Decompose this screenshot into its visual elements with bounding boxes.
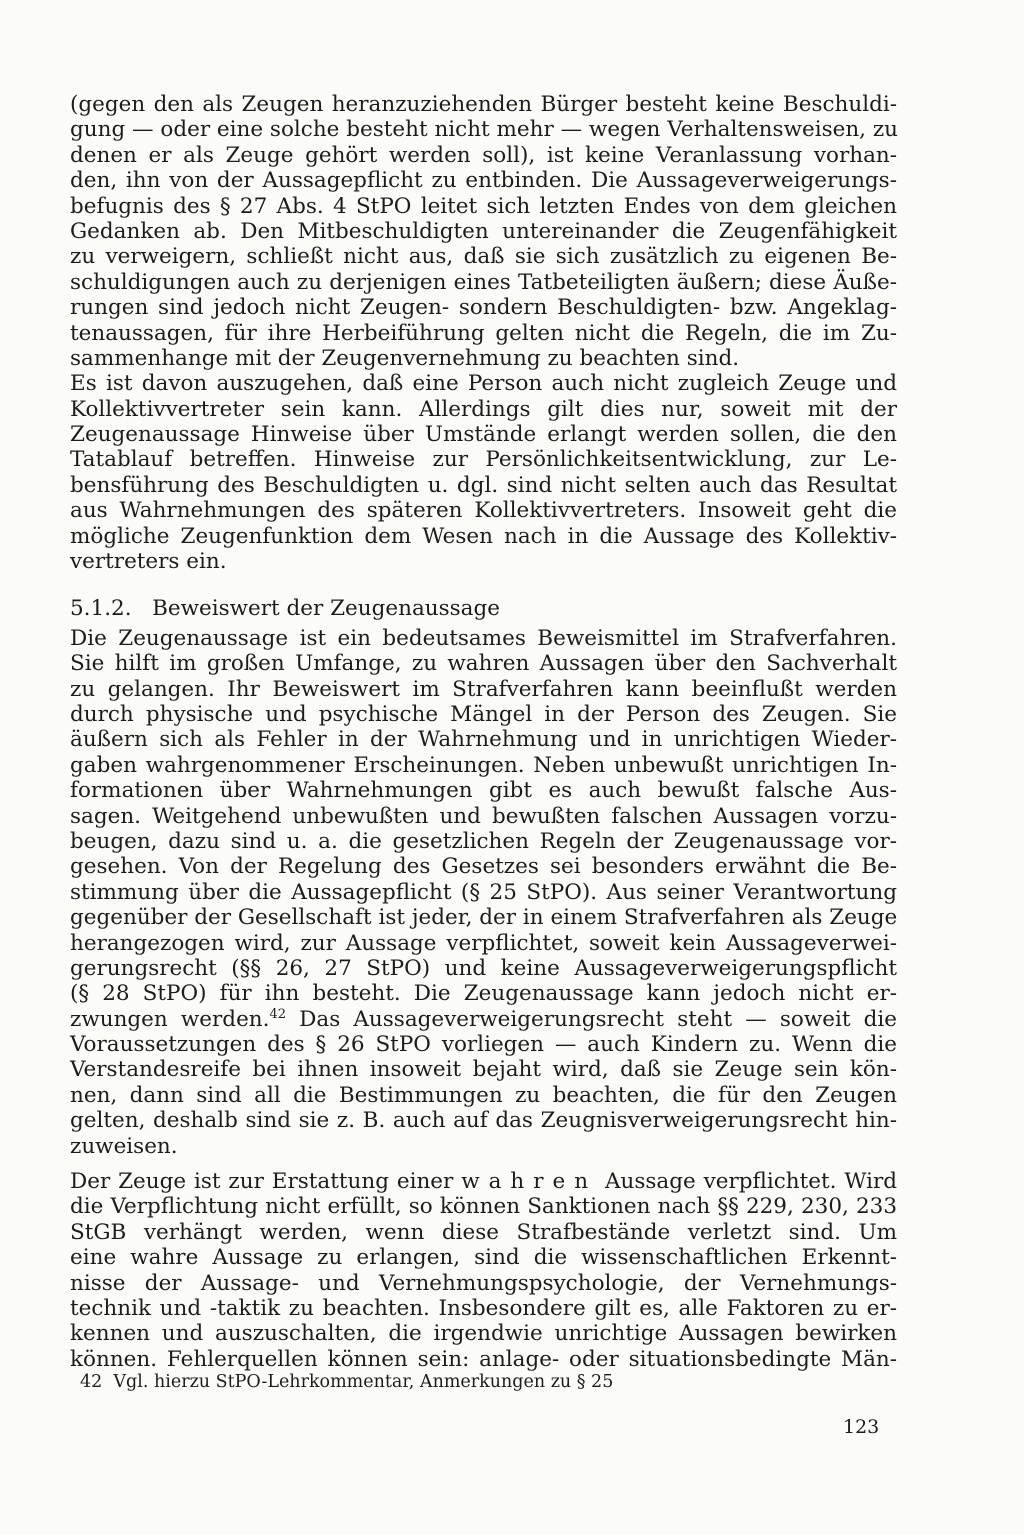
text-line: beugen, dazu sind u. a. die gesetzlichen Regeln der Zeugenaussage vor-	[70, 828, 897, 854]
text-line: zuweisen.	[70, 1133, 178, 1159]
text-line: äußern sich als Fehler in der Wahrnehmung und in unrichtigen Wieder-	[70, 727, 897, 753]
page-number: 123	[843, 1416, 880, 1438]
text-line: formationen über Wahrnehmungen gibt es auch bewußt falsche Aus-	[70, 778, 897, 804]
text-line: stimmung über die Aussagepflicht (§ 25 StPO). Aus seiner Verantwortung	[70, 879, 897, 905]
text-line: durch physische und psychische Mängel in der Person des Zeugen. Sie	[70, 701, 897, 727]
text-line: bensführung des Beschuldigten u. dgl. sind nicht selten auch das Resultat	[70, 472, 897, 498]
spaced-emphasis: wahren	[461, 1169, 598, 1195]
text-line: herangezogen wird, zur Aussage verpflichtet, soweit kein Aussageverwei-	[70, 930, 897, 956]
text-line-with-emphasis	[70, 1169, 897, 1194]
text-line: (gegen den als Zeugen heranzuziehenden Bürger besteht keine Beschuldi-	[70, 92, 897, 117]
paragraph-3	[70, 626, 897, 1159]
text-line: mögliche Zeugenfunktion dem Wesen nach in die Aussage des Kollektiv-	[70, 523, 897, 549]
paragraph-4	[70, 1169, 897, 1372]
text-line: technik und -taktik zu beachten. Insbesondere gilt es, alle Faktoren zu er-	[70, 1295, 897, 1321]
text-line: kennen und auszuschalten, die irgendwie unrichtige Aussagen bewirken	[70, 1321, 897, 1347]
text-fragment: Das Aussageverweigerungsrecht steht — soweit die	[286, 1006, 897, 1032]
text-line: gegenüber der Gesellschaft ist jeder, der in einem Strafverfahren als Zeuge	[70, 905, 898, 931]
text-line: gelten, deshalb sind sie z. B. auch auf das Zeugnisverweigerungsrecht hin-	[70, 1108, 897, 1134]
text-line: Zeugenaussage Hinweise über Umstände erlangt werden sollen, die den	[70, 422, 897, 448]
text-line: nisse der Aussage- und Vernehmungspsychologie, der Vernehmungs-	[70, 1270, 897, 1296]
text-line: Sie hilft im großen Umfange, zu wahren Aussagen über den Sachverhalt	[70, 651, 897, 677]
text-line: StGB verhängt werden, wenn diese Strafbestände verletzt sind. Um	[70, 1219, 897, 1245]
footnote-number: 42	[80, 1372, 103, 1392]
text-line: die Verpflichtung nicht erfüllt, so können Sanktionen nach §§ 229, 230, 233	[70, 1194, 897, 1220]
text-line-with-footnote	[70, 1007, 897, 1032]
text-line: aus Wahrnehmungen des späteren Kollektivvertreters. Insoweit geht die	[70, 498, 897, 524]
text-line: Voraussetzungen des § 26 StPO vorliegen — auch Kindern zu. Wenn die	[70, 1032, 897, 1058]
text-line: denen er als Zeuge gehört werden soll), ist keine Veranlassung vorhan-	[70, 142, 897, 168]
text-line: (§ 28 StPO) für ihn besteht. Die Zeugenaussage kann jedoch nicht er-	[70, 981, 897, 1007]
section-title: Beweiswert der Zeugenaussage	[152, 596, 500, 622]
text-line: sammenhange mit der Zeugenvernehmung zu beachten sind.	[70, 345, 740, 371]
text-line: Gedanken ab. Den Mitbeschuldigten untereinander die Zeugenfähigkeit	[70, 218, 897, 244]
text-line: nen, dann sind all die Bestimmungen zu beachten, die für den Zeugen	[70, 1082, 897, 1108]
text-fragment: Aussage verpflichtet. Wird	[597, 1169, 897, 1195]
text-line: gerungsrecht (§§ 26, 27 StPO) und keine Aussageverweigerungspflicht	[70, 955, 897, 981]
text-line: vertreters ein.	[70, 549, 227, 575]
text-line: zu gelangen. Ihr Beweiswert im Strafverfahren kann beeinflußt werden	[70, 676, 897, 702]
text-line: eine wahre Aussage zu erlangen, sind die wissenschaftlichen Erkennt-	[70, 1245, 897, 1271]
text-line: den, ihn von der Aussagepflicht zu entbinden. Die Aussageverweigerungs-	[70, 168, 897, 194]
footnote-text: Vgl. hierzu StPO-Lehrkommentar, Anmerkungen zu § 25	[113, 1372, 614, 1392]
text-line: rungen sind jedoch nicht Zeugen- sondern Beschuldigten- bzw. Angeklag-	[70, 295, 897, 321]
text-line: gaben wahrgenommener Erscheinungen. Neben unbewußt unrichtigen In-	[70, 752, 897, 778]
text-line: sagen. Weitgehend unbewußten und bewußten falschen Aussagen vorzu-	[70, 803, 897, 829]
text-line: tenaussagen, für ihre Herbeiführung gelten nicht die Regeln, die im Zu-	[70, 320, 897, 346]
text-line: Es ist davon auszugehen, daß eine Person auch nicht zugleich Zeuge und	[70, 371, 897, 397]
text-line: schuldigungen auch zu derjenigen eines Tatbeteiligten äußern; diese Äuße-	[70, 269, 897, 295]
text-line: Verstandesreife bei ihnen insoweit bejaht wird, daß sie Zeuge sein kön-	[70, 1057, 897, 1083]
text-line: gesehen. Von der Regelung des Gesetzes sei besonders erwähnt die Be-	[70, 854, 897, 880]
text-line: zu verweigern, schließt nicht aus, daß sie sich zusätzlich zu eigenen Be-	[70, 244, 897, 270]
text-line: gung — oder eine solche besteht nicht mehr — wegen Verhaltensweisen, zu	[70, 117, 899, 143]
text-line: Die Zeugenaussage ist ein bedeutsames Beweismittel im Strafverfahren.	[70, 625, 897, 651]
footnote	[80, 1371, 613, 1393]
text-line: können. Fehlerquellen können sein: anlage- oder situationsbedingte Män-	[70, 1346, 897, 1372]
section-heading	[70, 596, 897, 621]
footnote-marker[interactable]: 42	[269, 1006, 287, 1022]
text-line: befugnis des § 27 Abs. 4 StPO leitet sich letzten Endes von dem gleichen	[70, 193, 897, 219]
text-fragment: zwungen werden.	[70, 1006, 270, 1032]
text-line: Tatablauf betreffen. Hinweise zur Persönlichkeitsentwicklung, zur Le-	[70, 447, 897, 473]
section-number: 5.1.2.	[70, 596, 132, 622]
paragraph-2	[70, 371, 897, 574]
text-fragment: Der Zeuge ist zur Erstattung einer	[70, 1169, 462, 1195]
text-line: Kollektivvertreter sein kann. Allerdings gilt dies nur, soweit mit der	[70, 396, 897, 422]
paragraph-1	[70, 92, 897, 371]
page-body	[70, 92, 897, 1372]
